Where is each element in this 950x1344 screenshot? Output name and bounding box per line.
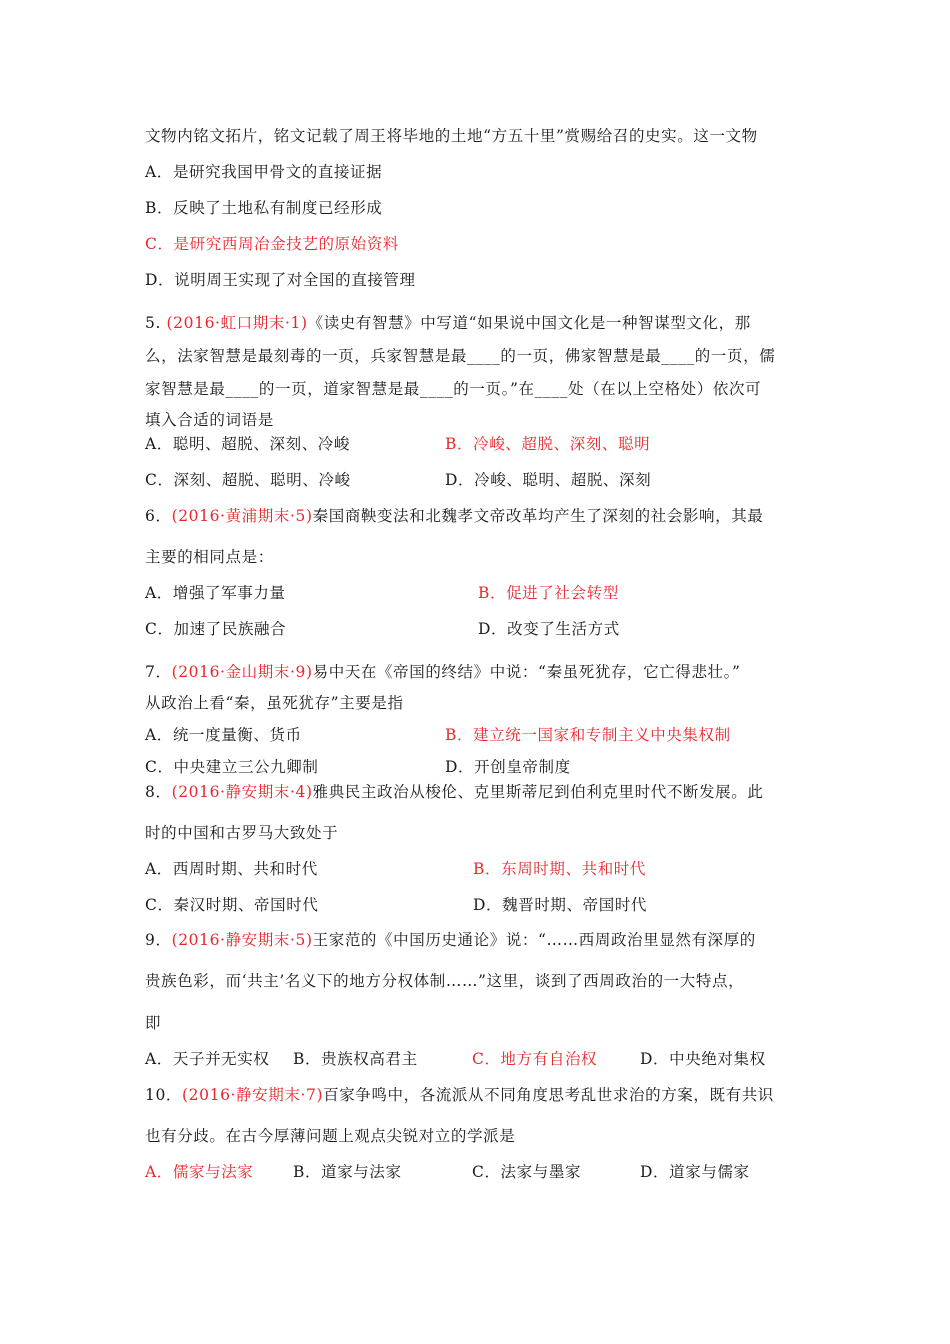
q5-line-3: 家智慧是最____的一页，道家智慧是最____的一页。”在____处（在以上空格处）依次可 — [145, 380, 762, 398]
q10-line-2: 也有分歧。在古今厚薄问题上观点尖锐对立的学派是 — [145, 1127, 516, 1145]
q7-text-1: 易中天在《帝国的终结》中说：“秦虽死犹存，它亡得悲壮。” — [312, 663, 741, 681]
q5-line-2: 么，法家智慧是最刻毒的一页，兵家智慧是最____的一页，佛家智慧是最____的一页，儒 — [145, 347, 776, 365]
intro-option-d: D．说明周王实现了对全国的直接管理 — [145, 271, 416, 289]
q6-option-b-answer: B．促进了社会转型 — [478, 584, 619, 602]
q10-option-d: D．道家与儒家 — [640, 1163, 750, 1181]
q9-option-d: D．中央绝对集权 — [640, 1050, 766, 1068]
q6-source: (2016·黄浦期末·5) — [171, 507, 313, 525]
q10-number: 10． — [145, 1086, 183, 1104]
intro-option-a: A．是研究我国甲骨文的直接证据 — [145, 163, 383, 181]
q8-source: (2016·静安期末·4) — [171, 783, 313, 801]
q5-option-c: C．深刻、超脱、聪明、冷峻 — [145, 471, 351, 489]
q10-source: (2016·静安期末·7) — [182, 1086, 324, 1104]
q6-line-1 — [145, 506, 763, 526]
intro-option-c-answer: C．是研究西周冶金技艺的原始资料 — [145, 235, 399, 253]
q7-number: 7． — [145, 663, 172, 681]
q6-option-a: A．增强了军事力量 — [145, 584, 286, 602]
q6-line-2: 主要的相同点是： — [145, 548, 274, 566]
intro-line: 文物内铭文拓片，铭文记载了周王将毕地的土地“方五十里”赏赐给召的史实。这一文物 — [145, 127, 758, 145]
q10-line-1 — [145, 1085, 774, 1105]
q9-option-a: A．天子并无实权 — [145, 1050, 270, 1068]
q5-option-b-answer: B．冷峻、超脱、深刻、聪明 — [445, 435, 651, 453]
intro-option-b: B．反映了土地私有制度已经形成 — [145, 199, 383, 217]
q9-number: 9． — [145, 931, 172, 949]
q8-line-2: 时的中国和古罗马大致处于 — [145, 824, 339, 842]
q5-text-1: 《读史有智慧》中写道“如果说中国文化是一种智谋型文化，那 — [307, 314, 751, 332]
q8-text-1: 雅典民主政治从梭伦、克里斯蒂尼到伯利克里时代不断发展。此 — [312, 783, 764, 801]
q5-line-4: 填入合适的词语是 — [145, 411, 274, 429]
q8-option-d: D．魏晋时期、帝国时代 — [473, 896, 648, 914]
q8-option-c: C．秦汉时期、帝国时代 — [145, 896, 319, 914]
q9-option-b: B．贵族权高君主 — [293, 1050, 418, 1068]
q10-option-b: B．道家与法家 — [293, 1163, 402, 1181]
q10-option-a-answer: A．儒家与法家 — [145, 1163, 254, 1181]
q8-line-1 — [145, 782, 763, 802]
q9-line-3: 即 — [145, 1014, 162, 1032]
q6-number: 6． — [145, 507, 172, 525]
q7-option-a: A．统一度量衡、货币 — [145, 726, 302, 744]
q7-line-2: 从政治上看“秦，虽死犹存”主要是指 — [145, 694, 404, 712]
q6-option-d: D．改变了生活方式 — [478, 620, 620, 638]
q9-line-1 — [145, 930, 756, 950]
q7-option-d: D．开创皇帝制度 — [445, 758, 571, 776]
q7-source: (2016·金山期末·9) — [171, 663, 313, 681]
q10-text-1: 百家争鸣中，各流派从不同角度思考乱世求治的方案，既有共识 — [323, 1086, 774, 1104]
q5-number: 5. — [145, 314, 161, 332]
q8-option-a: A．西周时期、共和时代 — [145, 860, 318, 878]
q5-option-d: D．冷峻、聪明、超脱、深刻 — [445, 471, 652, 489]
q5-line-1 — [145, 313, 751, 333]
q9-text-1: 王家范的《中国历史通论》说：“……西周政治里显然有深厚的 — [312, 931, 756, 949]
q8-number: 8． — [145, 783, 172, 801]
q7-option-c: C．中央建立三公九卿制 — [145, 758, 319, 776]
q9-line-2: 贵族色彩，而‘共主’名义下的地方分权体制……”这里，谈到了西周政治的一大特点， — [145, 972, 745, 990]
q9-source: (2016·静安期末·5) — [171, 931, 313, 949]
q10-option-c: C．法家与墨家 — [472, 1163, 582, 1181]
q7-option-b-answer: B．建立统一国家和专制主义中央集权制 — [445, 726, 731, 744]
q5-source: (2016·虹口期末·1) — [166, 314, 308, 332]
q6-option-c: C．加速了民族融合 — [145, 620, 287, 638]
q7-line-1 — [145, 662, 741, 682]
q9-option-c-answer: C．地方有自治权 — [472, 1050, 598, 1068]
q6-text-1: 秦国商鞅变法和北魏孝文帝改革均产生了深刻的社会影响，其最 — [312, 507, 764, 525]
q8-option-b-answer: B．东周时期、共和时代 — [473, 860, 646, 878]
q5-option-a: A．聪明、超脱、深刻、冷峻 — [145, 435, 350, 453]
